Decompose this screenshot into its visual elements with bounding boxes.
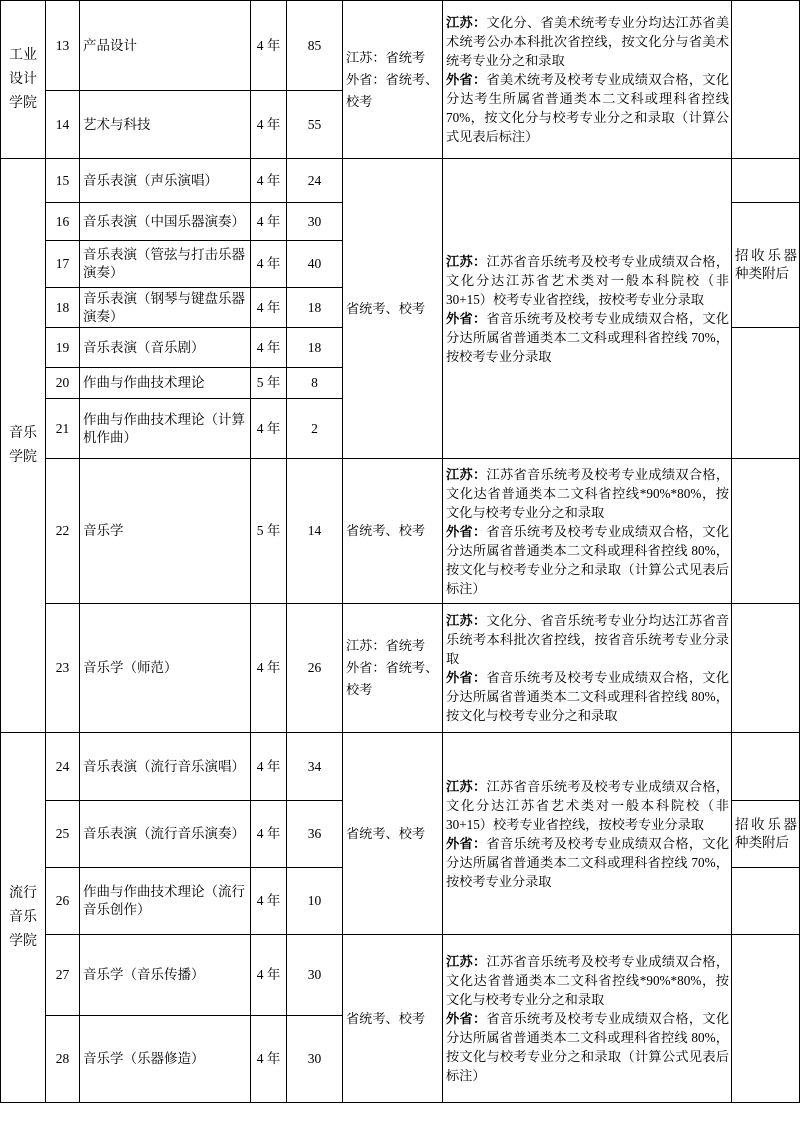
rule-paragraph-other-provinces — [446, 70, 729, 146]
rule-paragraph-jiangsu — [446, 777, 729, 834]
rule-text: 江苏省音乐统考及校考专业成绩双合格，文化分达江苏省艺术类对一般本科院校（非 30+15）校考专业省控线，按校考专业分录取 — [446, 253, 730, 307]
enrollment-quota: 26 — [287, 604, 343, 733]
region-label: 江苏： — [446, 253, 487, 269]
college-name-line: 学院 — [9, 95, 37, 111]
rule-paragraph-jiangsu — [446, 252, 729, 309]
rule-paragraph-jiangsu — [446, 13, 729, 70]
major-number: 27 — [46, 935, 80, 1016]
college-name-line: 学院 — [9, 449, 37, 465]
exam-type-cell — [343, 733, 443, 935]
enrollment-quota: 30 — [287, 203, 343, 241]
exam-type-cell — [343, 935, 443, 1103]
college-pop-music — [1, 733, 46, 1103]
major-name: 音乐表演（流行音乐演唱） — [80, 733, 251, 801]
enrollment-quota: 10 — [287, 868, 343, 935]
major-number: 18 — [46, 288, 80, 328]
region-label: 外省： — [446, 523, 487, 539]
remarks-cell — [732, 733, 800, 801]
remarks-text: 招收乐器种类附后 — [735, 248, 797, 281]
enrollment-quota: 85 — [287, 1, 343, 91]
remarks-cell — [732, 159, 800, 203]
program-duration: 4 年 — [251, 399, 287, 459]
major-name: 作曲与作曲技术理论（流行音乐创作） — [80, 868, 251, 935]
rule-text: 省音乐统考及校考专业成绩双合格，文化分达所属省普通类本二文科或理科省控线 80%，按文化与校考专业分之和录取 — [446, 670, 730, 723]
region-label: 外省： — [446, 310, 487, 326]
enrollment-quota: 34 — [287, 733, 343, 801]
major-name: 音乐表演（管弦与打击乐器演奏） — [80, 241, 251, 288]
rule-text: 江苏省音乐统考及校考专业成绩双合格，文化达省普通类本二文科省控线*90%*80%，按文化与校考专业分之和录取 — [446, 954, 730, 1007]
major-number: 14 — [46, 91, 80, 159]
major-number: 17 — [46, 241, 80, 288]
exam-type-line: 省统考、校考 — [346, 825, 426, 841]
program-duration: 4 年 — [251, 604, 287, 733]
exam-type-line: 省统考、校考 — [346, 300, 426, 316]
major-number: 16 — [46, 203, 80, 241]
program-duration: 5 年 — [251, 459, 287, 604]
program-duration: 5 年 — [251, 368, 287, 399]
region-label: 江苏： — [446, 954, 487, 969]
rule-text: 文化分、省美术统考专业分均达江苏省美术统考公办本科批次省控线，按文化分与省美术统考专业分之和录取 — [446, 15, 730, 68]
admission-rule-cell — [443, 935, 732, 1103]
college-name-line: 音乐 — [9, 909, 37, 925]
program-duration: 4 年 — [251, 1, 287, 91]
major-number: 23 — [46, 604, 80, 733]
admission-rule-cell — [443, 733, 732, 935]
program-duration: 4 年 — [251, 868, 287, 935]
rule-text: 江苏省音乐统考及校考专业成绩双合格，文化分达江苏省艺术类对一般本科院校（非 30+15）校考专业省控线，按校考专业分录取 — [446, 778, 730, 832]
exam-type-line: 江苏：省统考 — [346, 638, 426, 653]
program-duration: 4 年 — [251, 733, 287, 801]
program-duration: 4 年 — [251, 1016, 287, 1103]
rule-paragraph-other-provinces — [446, 1009, 729, 1085]
rule-text: 省音乐统考及校考专业成绩双合格，文化分达所属省普通类本二文科或理科省控线 70%，按校考专业分录取 — [446, 835, 730, 889]
major-name: 作曲与作曲技术理论 — [80, 368, 251, 399]
enrollment-quota: 30 — [287, 1016, 343, 1103]
rule-text: 省音乐统考及校考专业成绩双合格，文化分达所属省普通类本二文科或理科省控线 80%，按文化与校考专业分之和录取（计算公式见表后标注） — [446, 1011, 730, 1083]
rule-text: 省美术统考及校考专业成绩双合格，文化分达考生所属省普通类本二文科或理科省控线 70%，按文化分与校考专业分之和录取（计算公式见表后标注） — [446, 72, 730, 144]
college-name-line: 学院 — [9, 933, 37, 949]
major-name: 音乐学（音乐传播） — [80, 935, 251, 1016]
remarks-cell — [732, 203, 800, 328]
major-number: 22 — [46, 459, 80, 604]
rule-paragraph-other-provinces — [446, 668, 729, 725]
exam-type-line: 外省：省统考、校考 — [346, 660, 439, 697]
admission-rule-cell — [443, 604, 732, 733]
major-number: 24 — [46, 733, 80, 801]
exam-type-cell — [343, 1, 443, 159]
rule-paragraph-other-provinces — [446, 309, 729, 366]
major-number: 26 — [46, 868, 80, 935]
enrollment-quota: 30 — [287, 935, 343, 1016]
enrollment-quota: 18 — [287, 288, 343, 328]
remarks-cell — [732, 459, 800, 604]
college-name-line: 流行 — [9, 885, 37, 901]
major-number: 28 — [46, 1016, 80, 1103]
program-duration: 4 年 — [251, 801, 287, 868]
enrollment-quota: 14 — [287, 459, 343, 604]
exam-type-cell — [343, 159, 443, 459]
admission-rule-cell — [443, 459, 732, 604]
rule-text: 江苏省音乐统考及校考专业成绩双合格，文化达省普通类本二文科省控线*90%*80%，按文化与校考专业分之和录取 — [446, 466, 730, 520]
enrollment-quota: 40 — [287, 241, 343, 288]
enrollment-quota: 36 — [287, 801, 343, 868]
region-label: 外省： — [446, 72, 487, 87]
remarks-cell — [732, 935, 800, 1103]
college-music — [1, 159, 46, 733]
major-number: 13 — [46, 1, 80, 91]
program-duration: 4 年 — [251, 935, 287, 1016]
remarks-cell — [732, 801, 800, 868]
program-duration: 4 年 — [251, 91, 287, 159]
remarks-cell — [732, 328, 800, 459]
rule-paragraph-jiangsu — [446, 611, 729, 668]
program-duration: 4 年 — [251, 288, 287, 328]
enrollment-quota: 55 — [287, 91, 343, 159]
college-name-line: 工业 — [9, 47, 37, 63]
program-duration: 4 年 — [251, 241, 287, 288]
college-name-line: 音乐 — [9, 425, 37, 441]
rule-paragraph-jiangsu — [446, 465, 729, 522]
remarks-cell — [732, 1, 800, 159]
major-name: 音乐学（师范） — [80, 604, 251, 733]
major-name: 音乐表演（中国乐器演奏） — [80, 203, 251, 241]
exam-type-line: 省统考、校考 — [346, 1010, 426, 1026]
enrollment-quota: 18 — [287, 328, 343, 368]
major-number: 15 — [46, 159, 80, 203]
major-name: 音乐表演（音乐剧） — [80, 328, 251, 368]
admission-rule-cell — [443, 1, 732, 159]
exam-type-cell — [343, 459, 443, 604]
exam-type-line: 江苏：省统考 — [346, 49, 426, 65]
region-label: 外省： — [446, 1011, 487, 1026]
region-label: 江苏： — [446, 613, 487, 628]
major-name: 音乐表演（钢琴与键盘乐器演奏） — [80, 288, 251, 328]
remarks-cell — [732, 868, 800, 935]
program-duration: 4 年 — [251, 203, 287, 241]
rule-text: 省音乐统考及校考专业成绩双合格，文化分达所属省普通类本二文科或理科省控线 70%，按校考专业分录取 — [446, 310, 730, 364]
enrollment-quota: 8 — [287, 368, 343, 399]
major-number: 20 — [46, 368, 80, 399]
college-name-line: 设计 — [9, 71, 37, 87]
remarks-text: 招收乐器种类附后 — [735, 817, 797, 850]
major-number: 21 — [46, 399, 80, 459]
exam-type-line: 外省：省统考、校考 — [346, 71, 439, 109]
major-name: 艺术与科技 — [80, 91, 251, 159]
major-name: 产品设计 — [80, 1, 251, 91]
rule-paragraph-other-provinces — [446, 834, 729, 891]
exam-type-cell — [343, 604, 443, 733]
enrollment-quota: 24 — [287, 159, 343, 203]
program-duration: 4 年 — [251, 159, 287, 203]
program-duration: 4 年 — [251, 328, 287, 368]
remarks-cell — [732, 604, 800, 733]
region-label: 江苏： — [446, 778, 487, 794]
major-number: 25 — [46, 801, 80, 868]
rule-text: 省音乐统考及校考专业成绩双合格，文化分达所属省普通类本二文科或理科省控线 80%，按文化与校考专业分之和录取（计算公式见表后标注） — [446, 523, 730, 596]
major-name: 音乐学（乐器修造） — [80, 1016, 251, 1103]
major-name: 音乐表演（声乐演唱） — [80, 159, 251, 203]
region-label: 外省： — [446, 835, 487, 851]
major-name: 音乐表演（流行音乐演奏） — [80, 801, 251, 868]
rule-paragraph-other-provinces — [446, 522, 729, 598]
major-name: 作曲与作曲技术理论（计算机作曲） — [80, 399, 251, 459]
region-label: 江苏： — [446, 15, 487, 30]
rule-text: 文化分、省音乐统考专业分均达江苏省音乐统考本科批次省控线，按省音乐统考专业分录取 — [446, 613, 730, 666]
rule-paragraph-jiangsu — [446, 952, 729, 1009]
admission-rule-cell — [443, 159, 732, 459]
major-number: 19 — [46, 328, 80, 368]
region-label: 江苏： — [446, 466, 487, 482]
exam-type-line: 省统考、校考 — [346, 523, 426, 538]
enrollment-quota: 2 — [287, 399, 343, 459]
college-industrial-design — [1, 1, 46, 159]
region-label: 外省： — [446, 670, 487, 685]
major-name: 音乐学 — [80, 459, 251, 604]
